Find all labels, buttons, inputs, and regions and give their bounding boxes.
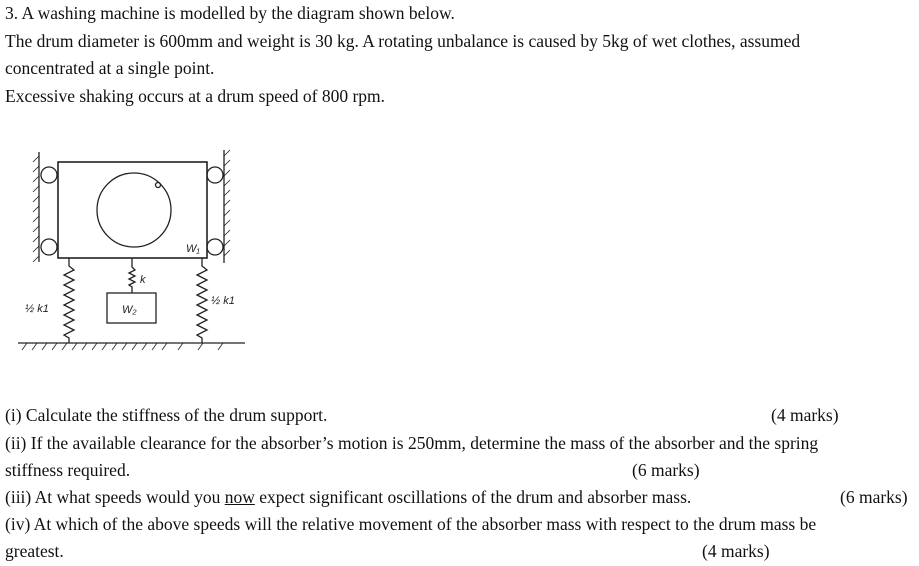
roller	[41, 167, 57, 183]
question-2-line-1: (ii) If the available clearance for the absorber’s motion is 250mm, determine the mass of the absorber and the spring	[5, 433, 819, 453]
q3-emphasis: now	[224, 487, 255, 507]
left-spring	[64, 258, 74, 343]
left-wall	[33, 152, 39, 262]
half-k1-left-label: ½ k1	[25, 303, 49, 315]
roller	[207, 239, 223, 255]
question-3-marks: (6 marks)	[840, 487, 908, 507]
question-1-marks: (4 marks)	[771, 405, 839, 425]
drum-housing	[58, 162, 207, 258]
intro-line-1: 3. A washing machine is modelled by the diagram shown below.	[5, 3, 455, 23]
intro-line-3: concentrated at a single point.	[5, 58, 215, 78]
intro-line-2: The drum diameter is 600mm and weight is 30 kg. A rotating unbalance is caused by 5kg of wet clothes, assumed	[5, 31, 801, 51]
right-wall	[224, 150, 230, 263]
question-3	[5, 487, 691, 507]
question-2-marks: (6 marks)	[632, 460, 700, 480]
absorber-spring	[129, 258, 135, 293]
question-1: (i) Calculate the stiffness of the drum support.	[5, 405, 328, 425]
intro-line-4: Excessive shaking occurs at a drum speed of 800 rpm.	[5, 86, 386, 106]
question-2-line-2: stiffness required.	[5, 460, 131, 480]
k-label: k	[140, 274, 146, 286]
question-4-line-2: greatest.	[5, 541, 64, 561]
w2-label: W₂	[122, 304, 137, 316]
half-k1-right-label: ½ k1	[211, 295, 235, 307]
roller	[41, 239, 57, 255]
q3-post: expect significant oscillations of the drum and absorber mass.	[254, 487, 692, 507]
q3-pre: (iii) At what speeds would you	[5, 487, 225, 507]
ground	[18, 343, 245, 350]
right-spring	[197, 258, 207, 343]
question-4-marks: (4 marks)	[702, 541, 770, 561]
roller	[207, 167, 223, 183]
washing-machine-diagram	[0, 0, 260, 360]
w1-label: W₁	[186, 243, 200, 255]
question-4-line-1: (iv) At which of the above speeds will the relative movement of the absorber mass with respect to the drum mass be	[5, 514, 817, 534]
